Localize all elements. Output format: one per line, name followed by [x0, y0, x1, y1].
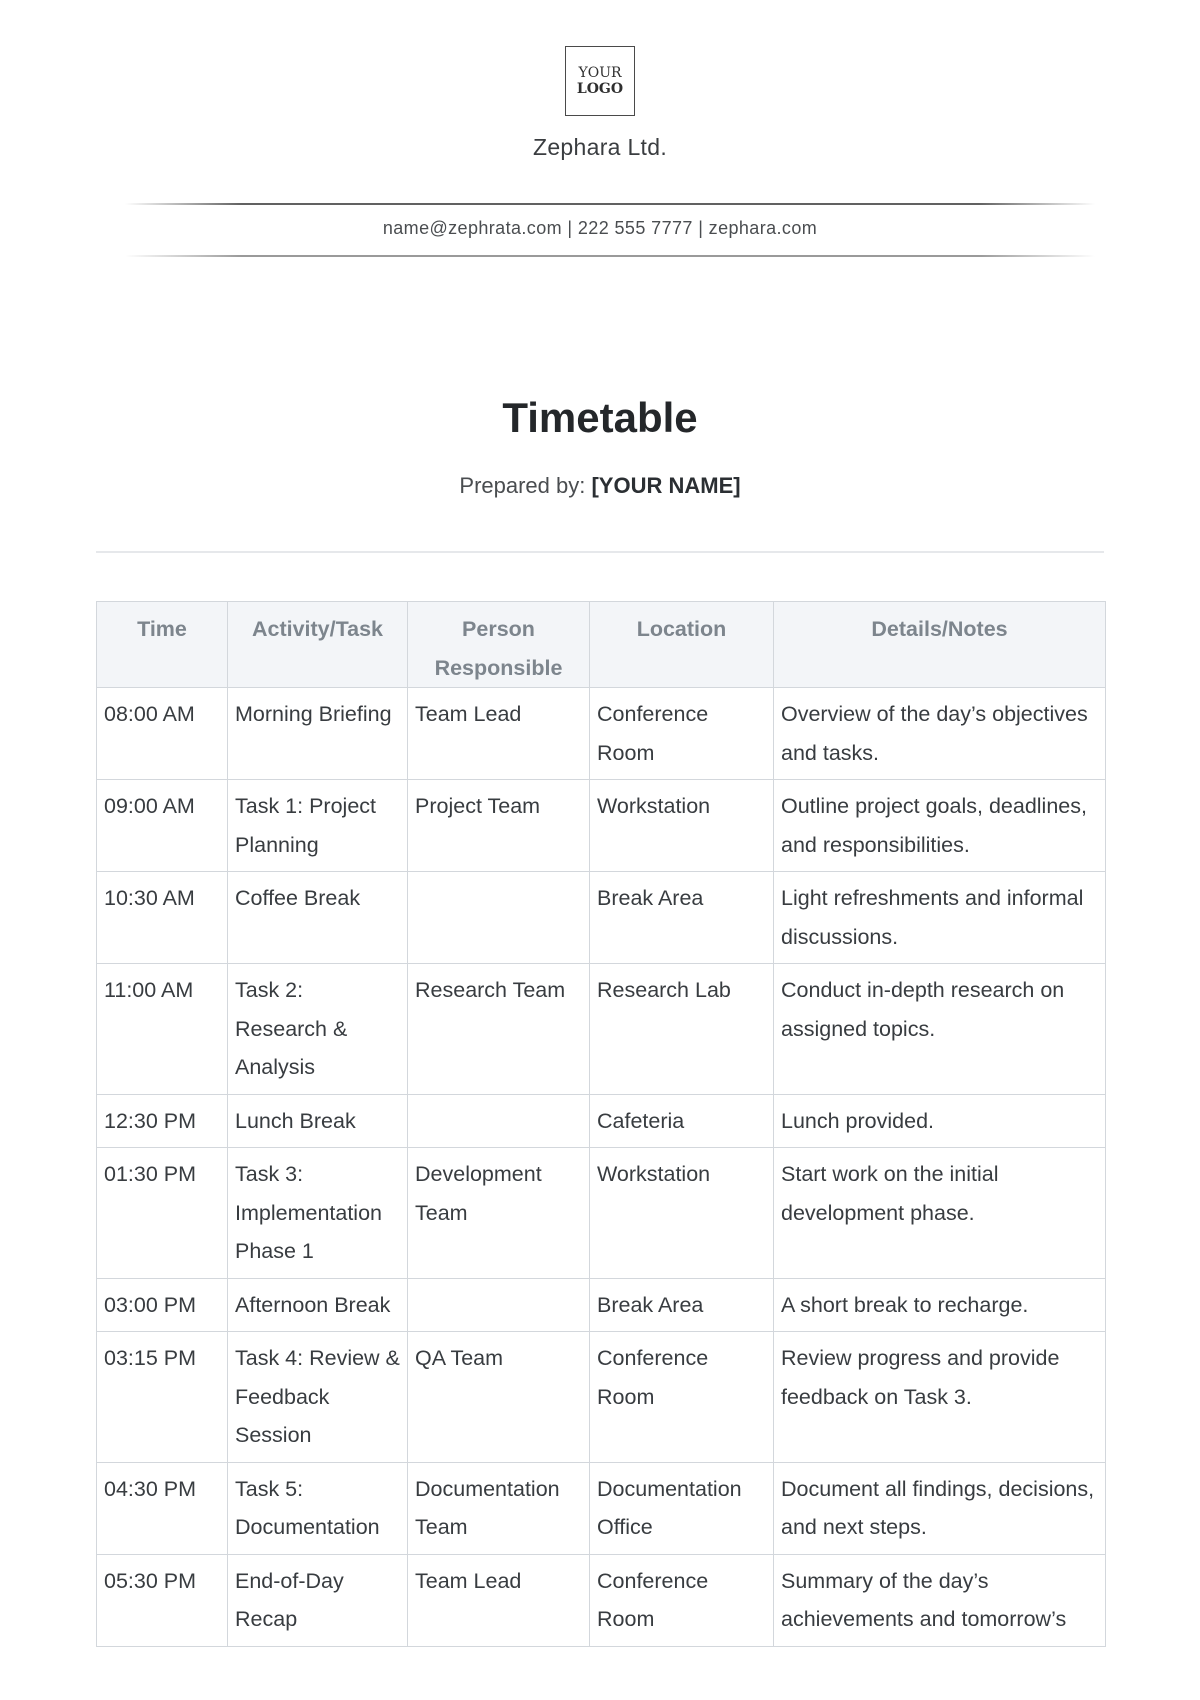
cell-location: Cafeteria: [590, 1094, 774, 1148]
cell-time: 04:30 PM: [97, 1462, 228, 1554]
cell-activity: End-of-Day Recap: [228, 1554, 408, 1646]
cell-location: Conference Room: [590, 1332, 774, 1463]
header-activity: Activity/Task: [228, 602, 408, 688]
cell-person: Project Team: [408, 780, 590, 872]
cell-time: 10:30 AM: [97, 872, 228, 964]
cell-details: A short break to recharge.: [774, 1278, 1106, 1332]
header-details: Details/Notes: [774, 602, 1106, 688]
cell-details: Review progress and provide feedback on Task 3.: [774, 1332, 1106, 1463]
cell-time: 11:00 AM: [97, 964, 228, 1095]
cell-location: Workstation: [590, 1148, 774, 1279]
cell-time: 03:00 PM: [97, 1278, 228, 1332]
cell-person: [408, 872, 590, 964]
cell-person: Development Team: [408, 1148, 590, 1279]
header-divider-top: [125, 203, 1095, 205]
contact-info: name@zephrata.com | 222 555 7777 | zephara.com: [382, 218, 818, 238]
cell-details: Outline project goals, deadlines, and responsibilities.: [774, 780, 1106, 872]
header-location: Location: [590, 602, 774, 688]
cell-details: Lunch provided.: [774, 1094, 1106, 1148]
table-header-row: [97, 602, 1106, 688]
cell-location: Conference Room: [590, 1554, 774, 1646]
cell-activity: Afternoon Break: [228, 1278, 408, 1332]
prepared-by-value: [YOUR NAME]: [591, 473, 741, 498]
table-row: [97, 1332, 1106, 1463]
prepared-by: [0, 473, 1200, 499]
table-row: [97, 872, 1106, 964]
page-title: Timetable: [502, 394, 698, 441]
cell-person: QA Team: [408, 1332, 590, 1463]
cell-person: [408, 1094, 590, 1148]
timetable: [96, 601, 1106, 1647]
header-time: Time: [97, 602, 228, 688]
cell-activity: Task 2: Research & Analysis: [228, 964, 408, 1095]
cell-time: 01:30 PM: [97, 1148, 228, 1279]
logo-text-line2: LOGO: [576, 81, 624, 97]
cell-activity: Lunch Break: [228, 1094, 408, 1148]
cell-time: 12:30 PM: [97, 1094, 228, 1148]
cell-time: 05:30 PM: [97, 1554, 228, 1646]
cell-time: 08:00 AM: [97, 688, 228, 780]
header-person-responsible: Person Responsible: [408, 602, 590, 688]
cell-location: Research Lab: [590, 964, 774, 1095]
table-row: [97, 1554, 1106, 1646]
header-divider-bottom: [125, 255, 1095, 257]
cell-activity: Task 4: Review & Feedback Session: [228, 1332, 408, 1463]
cell-details: Light refreshments and informal discussions.: [774, 872, 1106, 964]
cell-activity: Task 1: Project Planning: [228, 780, 408, 872]
cell-location: Break Area: [590, 872, 774, 964]
cell-details: Overview of the day’s objectives and tasks.: [774, 688, 1106, 780]
cell-activity: Coffee Break: [228, 872, 408, 964]
cell-person: Team Lead: [408, 688, 590, 780]
cell-details: Conduct in-depth research on assigned topics.: [774, 964, 1106, 1095]
cell-location: Break Area: [590, 1278, 774, 1332]
prepared-by-label: Prepared by:: [459, 473, 586, 498]
logo-text-line1: YOUR: [578, 65, 622, 81]
cell-location: Documentation Office: [590, 1462, 774, 1554]
cell-location: Conference Room: [590, 688, 774, 780]
cell-person: Team Lead: [408, 1554, 590, 1646]
cell-activity: Task 3: Implementation Phase 1: [228, 1148, 408, 1279]
cell-details: Summary of the day’s achievements and tomorrow’s: [774, 1554, 1106, 1646]
table-row: [97, 1094, 1106, 1148]
cell-location: Workstation: [590, 780, 774, 872]
cell-activity: Morning Briefing: [228, 688, 408, 780]
company-logo: [565, 46, 635, 116]
cell-person: Documentation Team: [408, 1462, 590, 1554]
table-row: [97, 780, 1106, 872]
table-row: [97, 688, 1106, 780]
table-row: [97, 964, 1106, 1095]
title-divider: [96, 551, 1104, 553]
cell-details: Document all findings, decisions, and next steps.: [774, 1462, 1106, 1554]
cell-person: [408, 1278, 590, 1332]
cell-details: Start work on the initial development phase.: [774, 1148, 1106, 1279]
table-row: [97, 1278, 1106, 1332]
cell-time: 03:15 PM: [97, 1332, 228, 1463]
table-row: [97, 1462, 1106, 1554]
company-name: Zephara Ltd.: [532, 134, 668, 160]
table-row: [97, 1148, 1106, 1279]
cell-activity: Task 5: Documentation: [228, 1462, 408, 1554]
cell-person: Research Team: [408, 964, 590, 1095]
cell-time: 09:00 AM: [97, 780, 228, 872]
